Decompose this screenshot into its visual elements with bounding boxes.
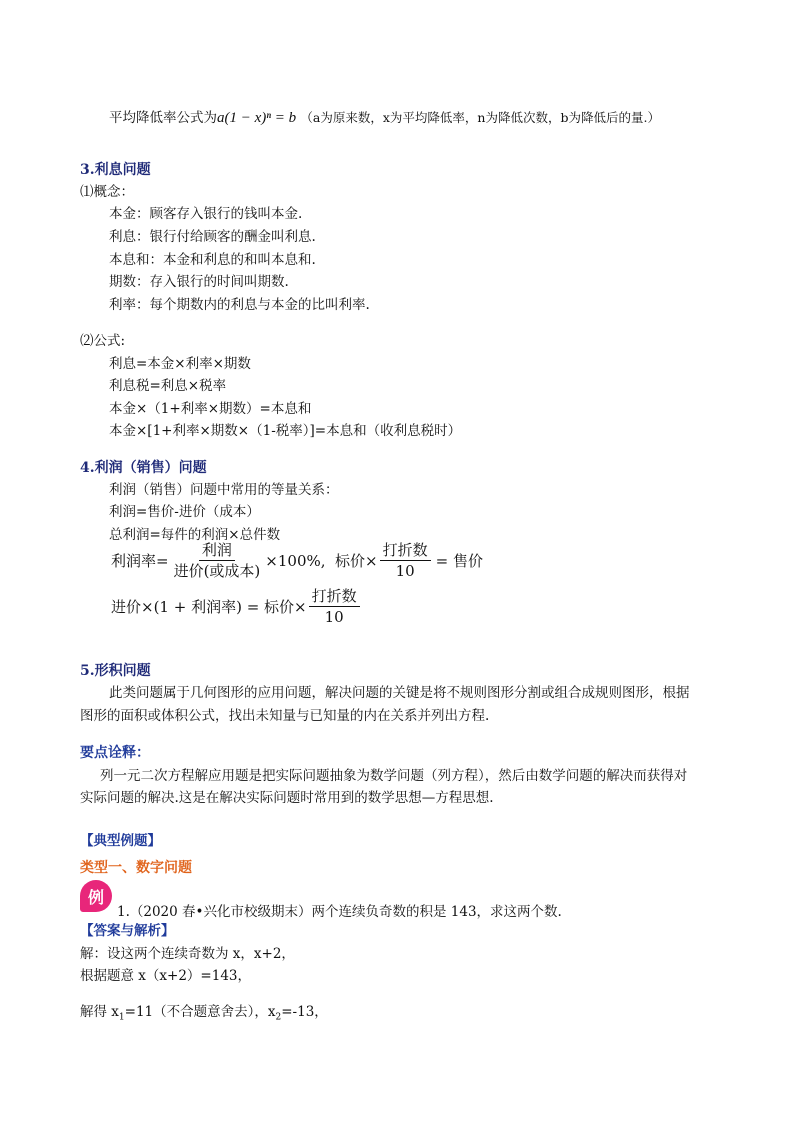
eq1-denominator: 进价(或成本) bbox=[173, 562, 261, 580]
formula-prefix: 平均降低率公式为 bbox=[109, 110, 217, 126]
result-part: =-13， bbox=[281, 1004, 328, 1020]
keypoint-text: 实际问题的解决.这是在解决实际问题时常用到的数学思想—方程思想. bbox=[80, 790, 494, 806]
cost-price-equation bbox=[111, 588, 362, 626]
keypoint-text: 列一元二次方程解应用题是把实际问题抽象为数学问题（列方程），然后由数学问题的解决而获得对 bbox=[100, 768, 688, 784]
examples-header: 【典型例题】 bbox=[80, 833, 161, 849]
eq1-rhs: = 售价 bbox=[435, 552, 483, 570]
example-question-1: 1.（2020 春•兴化市校级期末）两个连续负奇数的积是 143，求这两个数. bbox=[117, 904, 562, 920]
result-part: =11（不合题意舍去），x bbox=[124, 1004, 276, 1020]
concept-line: 期数：存入银行的时间叫期数. bbox=[109, 274, 289, 290]
eq1-fraction-2 bbox=[380, 542, 431, 580]
section-3-formula-head: ⑵公式: bbox=[80, 333, 126, 349]
answer-header: 【答案与解析】 bbox=[80, 923, 175, 939]
eq1-lhs: 利润率= bbox=[111, 552, 169, 570]
section-5-text: 图形的面积或体积公式，找出未知量与已知量的内在关系并列出方程. bbox=[80, 708, 490, 724]
concept-line: 利率：每个期数内的利息与本金的比叫利率. bbox=[109, 297, 370, 313]
section-5-text: 此类问题属于几何图形的应用问题，解决问题的关键是将不规则图形分割或组合成规则图形，根据 bbox=[109, 685, 690, 701]
solution-line: 根据题意 x（x+2）=143， bbox=[80, 968, 251, 984]
subscript: 2 bbox=[275, 1012, 282, 1023]
eq1-numerator-2: 打折数 bbox=[380, 542, 431, 561]
interest-formula-line: 本金×[1+利率×期数×（1-税率）]=本息和（收利息税时） bbox=[109, 423, 462, 439]
interest-formula-line: 利息=本金×利率×期数 bbox=[109, 356, 251, 372]
profit-line: 利润=售价-进价（成本） bbox=[109, 504, 260, 520]
example-badge: 例 bbox=[80, 880, 112, 912]
solution-line: 解：设这两个连续奇数为 x，x+2， bbox=[80, 946, 295, 962]
eq2-numerator: 打折数 bbox=[309, 588, 360, 607]
solution-result-line bbox=[80, 1003, 328, 1027]
eq1-numerator: 利润 bbox=[199, 542, 235, 561]
keypoint-title: 要点诠释： bbox=[80, 745, 150, 761]
section-3-concept-head: ⑴概念： bbox=[80, 184, 134, 200]
eq2-lhs: 进价×(1 + 利润率) = 标价× bbox=[111, 598, 307, 616]
average-decrease-formula-line bbox=[109, 109, 660, 127]
formula-note: （a为原来数，x为平均降低率，n为降低次数，b为降低后的量.） bbox=[300, 110, 660, 125]
interest-formula-line: 本金×（1+利率×期数）=本息和 bbox=[109, 401, 312, 417]
section-3-title: 3.利息问题 bbox=[80, 162, 151, 178]
profit-rate-equation bbox=[111, 542, 483, 580]
eq2-fraction bbox=[309, 588, 360, 626]
section-4-title: 4.利润（销售）问题 bbox=[80, 460, 207, 476]
concept-line: 本金：顾客存入银行的钱叫本金. bbox=[109, 206, 303, 222]
eq1-denominator-2: 10 bbox=[395, 562, 415, 580]
result-part: 解得 x bbox=[80, 1004, 119, 1020]
profit-line: 总利润=每件的利润×总件数 bbox=[109, 527, 281, 543]
eq1-middle: ×100%, 标价× bbox=[265, 552, 378, 570]
type-1-heading: 类型一、数字问题 bbox=[80, 860, 192, 876]
eq1-fraction bbox=[171, 542, 264, 580]
concept-line: 本息和：本金和利息的和叫本息和. bbox=[109, 252, 316, 268]
concept-line: 利息：银行付给顾客的酬金叫利息. bbox=[109, 229, 316, 245]
section-5-title: 5.形积问题 bbox=[80, 663, 151, 679]
profit-line: 利润（销售）问题中常用的等量关系： bbox=[109, 482, 339, 498]
subscript: 1 bbox=[118, 1012, 125, 1023]
eq2-denominator: 10 bbox=[324, 608, 344, 626]
interest-formula-line: 利息税=利息×税率 bbox=[109, 378, 227, 394]
formula-expression: a(1 − x)ⁿ = b bbox=[217, 110, 297, 126]
